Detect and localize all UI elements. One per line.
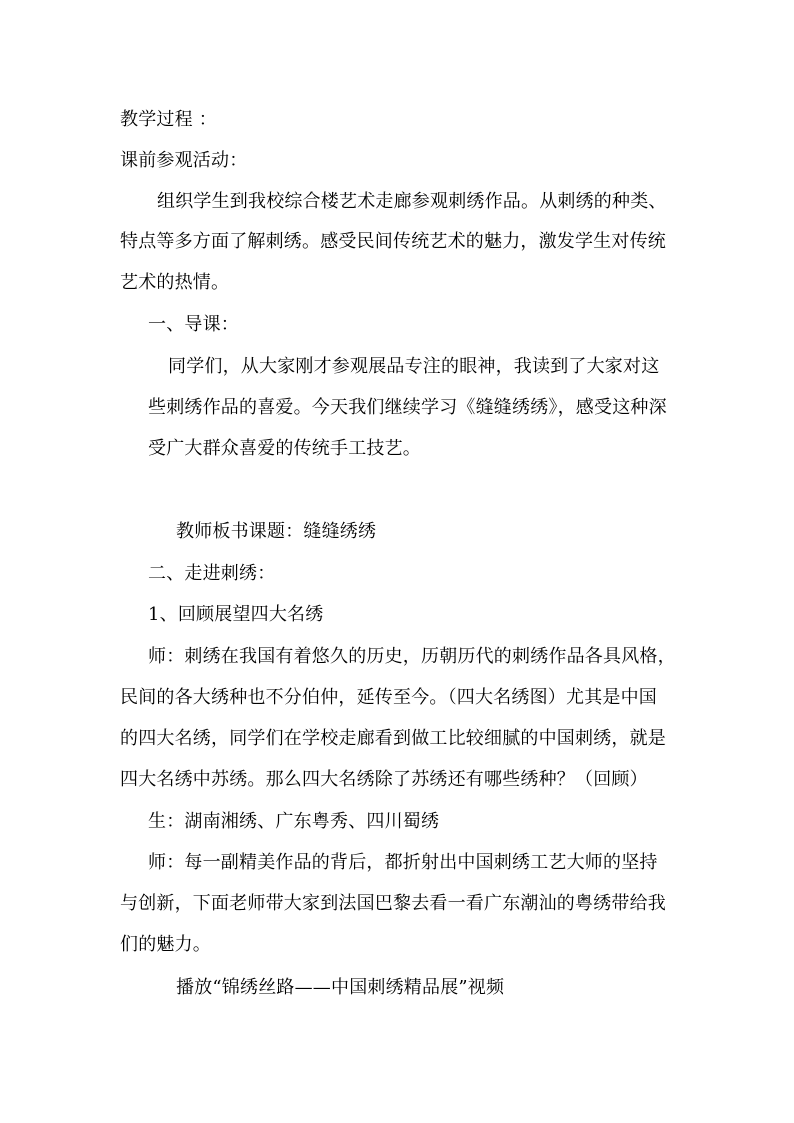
paragraph-line: 的四大名绣，同学们在学校走廊看到做工比较细腻的中国刺绣，就是	[120, 728, 666, 749]
paragraph-line: 与创新，下面老师带大家到法国巴黎去看一看广东潮汕的粤绣带给我	[120, 893, 666, 914]
section-heading-introduction: 一、导课：	[148, 314, 239, 335]
paragraph-line: 四大名绣中苏绣。那么四大名绣除了苏绣还有哪些绣种？（回顾）	[120, 769, 648, 790]
paragraph-line: 师：刺绣在我国有着悠久的历史，历朝历代的刺绣作品各具风格，	[148, 646, 676, 667]
paragraph-line: 生：湖南湘绣、广东粤秀、四川蜀绣	[148, 811, 440, 832]
paragraph-line: 师：每一副精美作品的背后，都折射出中国刺绣工艺大师的坚持	[148, 852, 658, 873]
paragraph-line: 些刺绣作品的喜爱。今天我们继续学习《缝缝绣绣》，感受这种深	[148, 397, 667, 418]
paragraph-line: 受广大群众喜爱的传统手工技艺。	[148, 438, 421, 459]
paragraph-line: 民间的各大绣种也不分伯仲，延传至今。（四大名绣图）尤其是中国	[120, 687, 657, 708]
subsection-heading-four-embroideries: 1、回顾展望四大名绣	[148, 604, 324, 625]
paragraph-line: 组织学生到我校综合楼艺术走廊参观刺绣作品。从刺绣的种类、	[157, 191, 667, 212]
paragraph-line: 同学们，从大家刚才参观展品专注的眼神，我读到了大家对这	[168, 356, 660, 377]
board-title-line: 教师板书课题：缝缝绣绣	[176, 521, 377, 542]
section-heading-pre-class-visit: 课前参观活动：	[120, 150, 248, 171]
section-heading-teaching-process: 教学过程 ：	[120, 109, 217, 130]
paragraph-line: 特点等多方面了解刺绣。感受民间传统艺术的魅力，激发学生对传统	[120, 231, 666, 252]
paragraph-line: 艺术的热情。	[120, 272, 230, 293]
video-line: 播放“锦绣丝路——中国刺绣精品展”视频	[176, 977, 505, 998]
paragraph-line: 们的魅力。	[120, 934, 211, 955]
section-heading-embroidery: 二、走进刺绣：	[148, 563, 276, 584]
